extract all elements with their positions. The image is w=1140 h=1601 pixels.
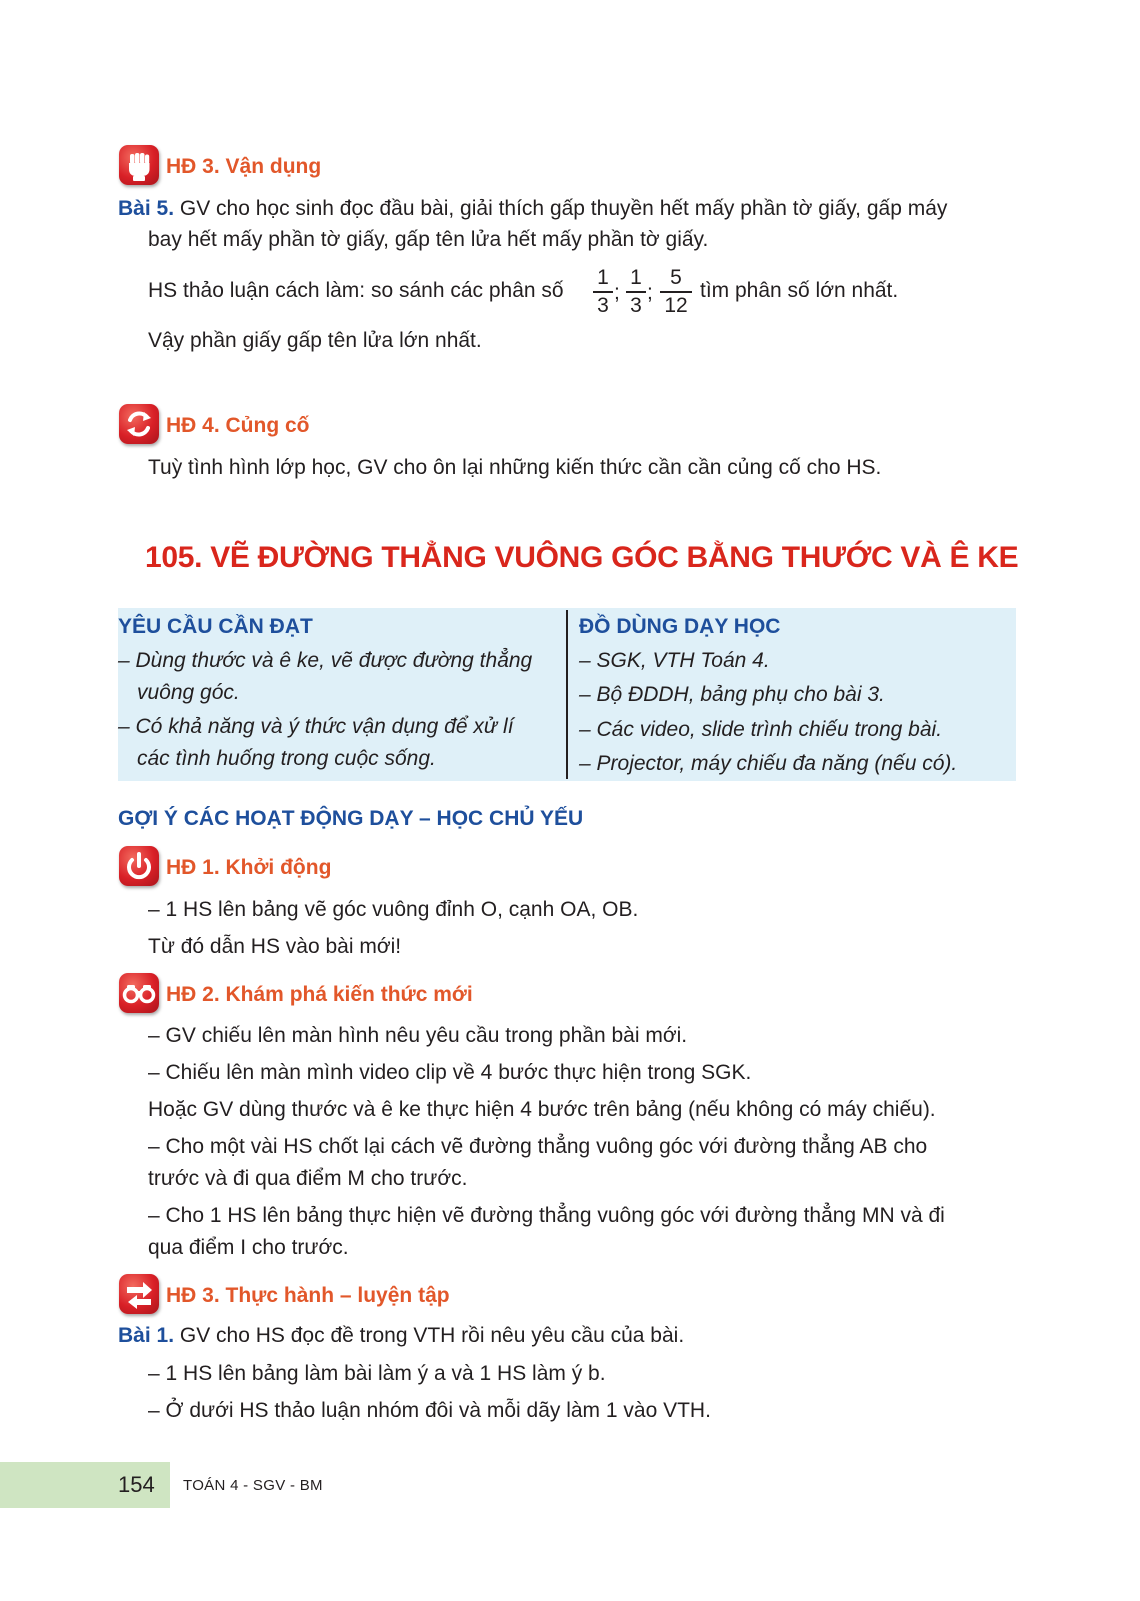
page-number: 154	[118, 1472, 155, 1497]
hd2-line: Hoặc GV dùng thước và ê ke thực hiện 4 bước trên bảng (nếu không có máy chiếu).	[148, 1098, 936, 1121]
exchange-arrows-icon	[119, 1274, 159, 1314]
hd3-thuchanh-line: – Ở dưới HS thảo luận nhóm đôi và mỗi dãy làm 1 vào VTH.	[148, 1399, 711, 1422]
bai1-label: Bài 1.	[118, 1324, 175, 1347]
hd2-line: – Cho 1 HS lên bảng thực hiện vẽ đường thẳng vuông góc với đường thẳng MN và đi	[148, 1204, 945, 1227]
hd3-vandung-title: HĐ 3. Vận dụng	[166, 155, 322, 178]
bai5-text: GV cho học sinh đọc đầu bài, giải thích gấp thuyền hết mấy phần tờ giấy, gấp máy	[179, 197, 948, 220]
bai5-line1	[118, 196, 947, 222]
discussion-text: HS thảo luận cách làm: so sánh các phân số	[148, 279, 564, 302]
fraction-3: 5 12	[660, 266, 692, 318]
hd1-title: HĐ 1. Khởi động	[166, 856, 332, 879]
fraction-separator: ;	[647, 281, 653, 304]
requirement-item: – Có khả năng và ý thức vận dụng để xử lí	[118, 715, 514, 738]
hd4-title: HĐ 4. Củng cố	[166, 414, 310, 437]
requirement-item: vuông góc.	[137, 681, 240, 704]
bai1-line	[118, 1323, 684, 1349]
hd3-thuchanh-title: HĐ 3. Thực hành – luyện tập	[166, 1284, 450, 1307]
materials-heading: ĐỒ DÙNG DẠY HỌC	[579, 615, 781, 638]
material-item: – Bộ ĐDDH, bảng phụ cho bài 3.	[579, 683, 885, 706]
material-item: – SGK, VTH Toán 4.	[579, 649, 770, 672]
bai1-text: GV cho HS đọc đề trong VTH rồi nêu yêu cầu của bài.	[179, 1324, 685, 1347]
hd2-line: – GV chiếu lên màn hình nêu yêu cầu trong phần bài mới.	[148, 1024, 688, 1047]
hd3-thuchanh-line: – 1 HS lên bảng làm bài làm ý a và 1 HS làm ý b.	[148, 1362, 606, 1385]
fraction-separator: ;	[614, 281, 620, 304]
column-divider	[566, 610, 568, 779]
refresh-icon	[119, 404, 159, 444]
hd2-line: trước và đi qua điểm M cho trước.	[148, 1167, 468, 1190]
hd2-title: HĐ 2. Khám phá kiến thức mới	[166, 983, 473, 1006]
conclusion-text: Vậy phần giấy gấp tên lửa lớn nhất.	[148, 329, 482, 352]
binoculars-icon	[119, 973, 159, 1013]
book-title: TOÁN 4 - SGV - BM	[183, 1477, 323, 1494]
requirement-item: – Dùng thước và ê ke, vẽ được đường thẳng	[118, 649, 533, 672]
hd2-line: – Chiếu lên màn mình video clip về 4 bước thực hiện trong SGK.	[148, 1061, 752, 1084]
requirements-heading: YÊU CẦU CẦN ĐẠT	[118, 615, 313, 638]
bai5-line2: bay hết mấy phần tờ giấy, gấp tên lửa hết mấy phần tờ giấy.	[148, 228, 709, 251]
hd1-line: – 1 HS lên bảng vẽ góc vuông đỉnh O, cạnh OA, OB.	[148, 898, 639, 921]
hd4-text: Tuỳ tình hình lớp học, GV cho ôn lại những kiến thức cần cần củng cố cho HS.	[148, 456, 882, 479]
bai5-label: Bài 5.	[118, 197, 175, 220]
hd2-line: qua điểm I cho trước.	[148, 1236, 349, 1259]
requirement-item: các tình huống trong cuộc sống.	[137, 747, 436, 770]
activities-heading: GỢI Ý CÁC HOẠT ĐỘNG DẠY – HỌC CHỦ YẾU	[118, 807, 584, 830]
power-icon	[119, 846, 159, 886]
fraction-1: 1 3	[593, 266, 613, 318]
discussion-text-end: tìm phân số lớn nhất.	[700, 279, 899, 302]
hd1-line: Từ đó dẫn HS vào bài mới!	[148, 935, 402, 958]
material-item: – Các video, slide trình chiếu trong bài.	[579, 718, 943, 741]
material-item: – Projector, máy chiếu đa năng (nếu có).	[579, 752, 958, 775]
hd2-line: – Cho một vài HS chốt lại cách vẽ đường thẳng vuông góc với đường thẳng AB cho	[148, 1135, 928, 1158]
lesson-title: 105. VẼ ĐƯỜNG THẲNG VUÔNG GÓC BẰNG THƯỚC VÀ Ê KE	[145, 541, 1019, 574]
fist-icon	[119, 145, 159, 185]
fraction-2: 1 3	[626, 266, 646, 318]
